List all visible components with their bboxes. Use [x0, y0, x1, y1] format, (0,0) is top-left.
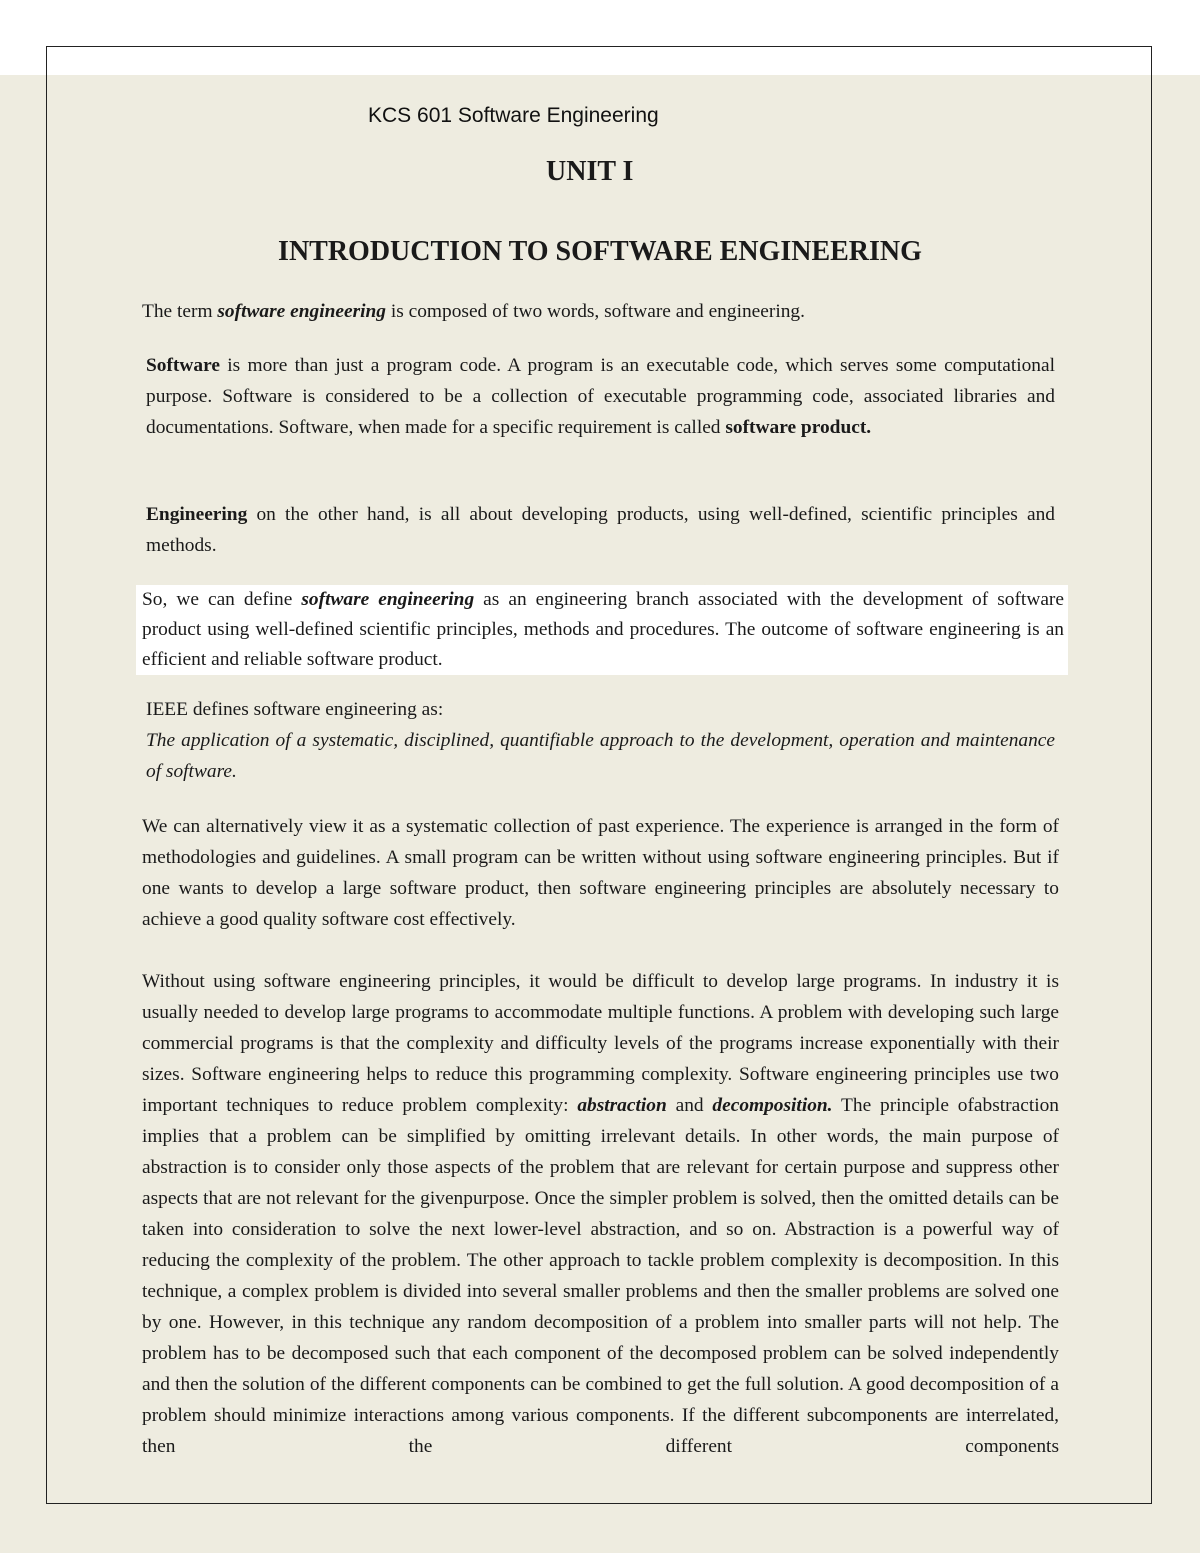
intro-paragraph: [142, 296, 1062, 327]
intro-text-2: is composed of two words, software and engineering.: [386, 301, 805, 322]
complexity-and: and: [666, 1095, 713, 1116]
ieee-label: IEEE defines software engineering as:: [146, 699, 444, 720]
software-text: is more than just a program code. A program is an executable code, which serves some computational purpose. Software is considered to be a collection of executable programming code, associated libraries and documentations. Software, when made for a specific requirement is called: [146, 355, 1055, 438]
abstraction-term: abstraction: [577, 1095, 667, 1116]
page-title: INTRODUCTION TO SOFTWARE ENGINEERING: [278, 236, 922, 267]
engineering-paragraph: [146, 499, 1055, 561]
engineering-text: on the other hand, is all about developing products, using well-defined, scientific principles and methods.: [146, 504, 1055, 556]
unit-heading: UNIT I: [546, 156, 634, 187]
complexity-text-1: Without using software engineering principles, it would be difficult to develop large programs. In industry it is usually needed to develop large programs to accommodate multiple functions. A problem with developing such large commercial programs is that the complexity and difficulty levels of the programs increase exponentially with their sizes. Software engineering helps to reduce this programming complexity. Software engineering principles use two important techniques to reduce problem complexity:: [142, 971, 1059, 1116]
course-header: KCS 601 Software Engineering: [368, 104, 659, 127]
decomposition-term: decomposition.: [712, 1095, 833, 1116]
intro-term: software engineering: [217, 301, 386, 322]
software-product-term: software product.: [725, 417, 872, 438]
ieee-quote: The application of a systematic, disciplined, quantifiable approach to the development, operation and maintenance of software.: [146, 730, 1055, 782]
definition-term: software engineering: [301, 589, 475, 610]
definition-text-2: as an engineering branch associated with the development of software product using well-defined scientific principles, methods and procedures. The outcome of software engineering is an efficient and reliable software product.: [142, 589, 1064, 670]
definition-text-1: So, we can define: [142, 589, 302, 610]
complexity-text-2: The principle ofabstraction implies that a problem can be simplified by omitting irrelevant details. In other words, the main purpose of abstraction is to consider only those aspects of the problem that are relevant for certain purpose and suppress other aspects that are not relevant for the givenpurpose. Once the simpler problem is solved, then the omitted details can be taken into consideration to solve the next lower-level abstraction, and so on. Abstraction is a powerful way of reducing the complexity of the problem. The other approach to tackle problem complexity is decomposition. In this technique, a complex problem is divided into several smaller problems and then the smaller problems are solved one by one. However, in this technique any random decomposition of a problem into smaller parts will not help. The problem has to be decomposed such that each component of the decomposed problem can be solved independently and then the solution of the different components can be combined to get the full solution. A good decomposition of a problem should minimize interactions among various components. If the different subcomponents are interrelated, then the different components: [142, 1095, 1059, 1457]
software-paragraph: [146, 350, 1055, 443]
alternative-paragraph: We can alternatively view it as a systematic collection of past experience. The experience is arranged in the form of methodologies and guidelines. A small program can be written without using software engineering principles. But if one wants to develop a large software product, then software engineering principles are absolutely necessary to achieve a good quality software cost effectively.: [142, 816, 1059, 930]
intro-text-1: The term: [142, 301, 218, 322]
ieee-definition: [146, 694, 1055, 787]
complexity-paragraph: [142, 966, 1059, 1462]
definition-paragraph: [136, 585, 1068, 675]
engineering-term: Engineering: [146, 504, 248, 525]
software-term: Software: [146, 355, 220, 376]
